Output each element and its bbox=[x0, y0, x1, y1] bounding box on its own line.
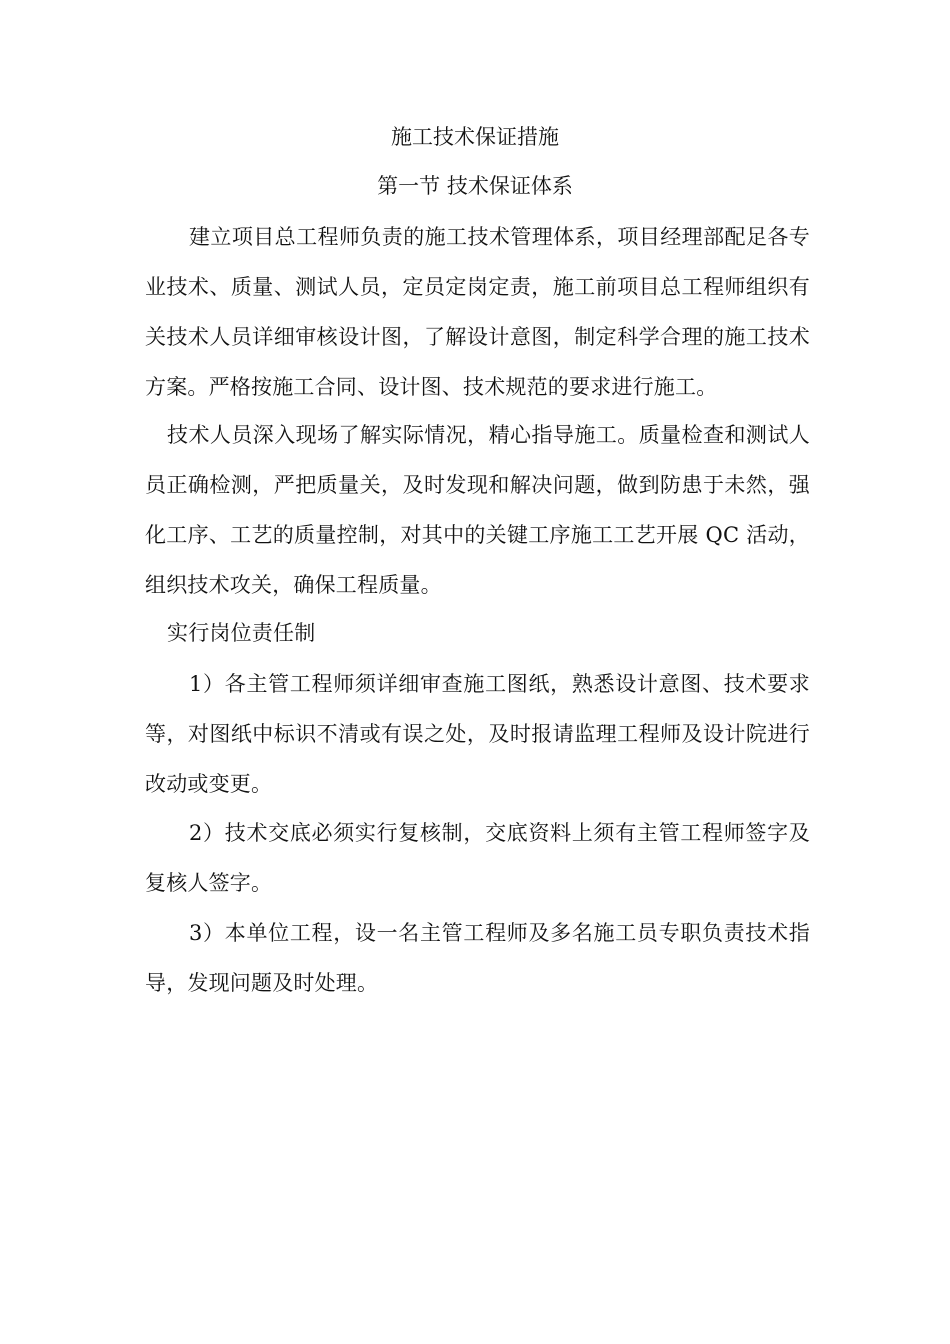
paragraph-item-1: 1）各主管工程师须详细审查施工图纸，熟悉设计意图、技术要求等，对图纸中标识不清或有误之处，及时报请监理工程师及设计院进行改动或变更。 bbox=[145, 672, 810, 796]
paragraph-responsibility-system-heading: 实行岗位责任制 bbox=[167, 621, 316, 645]
paragraph-tech-management-system: 建立项目总工程师负责的施工技术管理体系，项目经理部配足各专业技术、质量、测试人员，定员定岗定责，施工前项目总工程师组织有关技术人员详细审核设计图，了解设计意图，制定科学合理的施工技术方案。严格按施工合同、设计图、技术规范的要求进行施工。 bbox=[145, 225, 810, 399]
section-heading: 第一节 技术保证体系 bbox=[377, 174, 573, 198]
document-title: 施工技术保证措施 bbox=[391, 125, 559, 149]
paragraph-item-3: 3）本单位工程，设一名主管工程师及多名施工员专职负责技术指导，发现问题及时处理。 bbox=[145, 921, 810, 995]
paragraph-on-site-guidance: 技术人员深入现场了解实际情况，精心指导施工。质量检查和测试人员正确检测，严把质量关，及时发现和解决问题，做到防患于未然，强化工序、工艺的质量控制，对其中的关键工序施工工艺开展 QC 活动，组织技术攻关，确保工程质量。 bbox=[145, 423, 810, 597]
paragraph-item-2: 2）技术交底必须实行复核制，交底资料上须有主管工程师签字及复核人签字。 bbox=[145, 821, 810, 895]
